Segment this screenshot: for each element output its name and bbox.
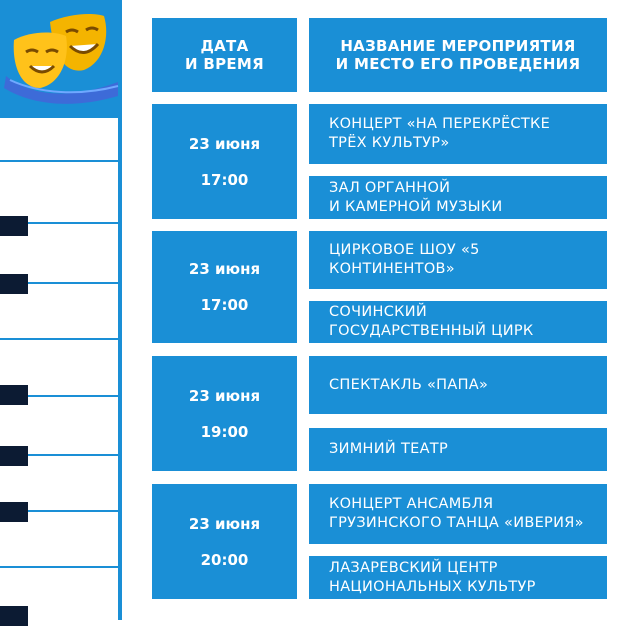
event-time: 17:00 xyxy=(200,296,249,314)
event-name: СПЕКТАКЛЬ «ПАПА» xyxy=(329,376,489,393)
event-time: 17:00 xyxy=(200,170,249,189)
event-date-cell xyxy=(152,104,297,219)
piano-key xyxy=(0,446,28,466)
piano-line xyxy=(0,338,118,340)
event-name-cell xyxy=(309,356,607,414)
event-date: 23 июня xyxy=(188,260,261,278)
piano-line xyxy=(0,566,118,568)
event-time: 20:00 xyxy=(200,550,249,569)
event-venue: СОЧИНСКИЙ ГОСУДАРСТВЕННЫЙ ЦИРК xyxy=(329,304,534,339)
piano-key xyxy=(0,216,28,236)
piano-key xyxy=(0,385,28,405)
piano-key xyxy=(0,274,28,294)
event-name: КОНЦЕРТ АНСАМБЛЯ ГРУЗИНСКОГО ТАНЦА «ИВЕРИЯ» xyxy=(329,496,584,531)
header-date-time xyxy=(152,18,297,92)
piano-key xyxy=(0,502,28,522)
event-date-cell xyxy=(152,356,297,471)
event-name: КОНЦЕРТ «НА ПЕРЕКРЁСТКЕ ТРЁХ КУЛЬТУР» xyxy=(329,116,551,151)
event-date: 23 июня xyxy=(188,134,261,153)
header-event-label: НАЗВАНИЕ МЕРОПРИЯТИЯ И МЕСТО ЕГО ПРОВЕДЕНИЯ xyxy=(335,37,581,73)
event-venue-cell xyxy=(309,301,607,343)
event-venue: ЗАЛ ОРГАННОЙ И КАМЕРНОЙ МУЗЫКИ xyxy=(329,179,503,215)
event-name-cell xyxy=(309,484,607,544)
event-venue-cell xyxy=(309,176,607,219)
event-venue-cell xyxy=(309,556,607,599)
event-name-cell xyxy=(309,104,607,164)
event-venue: ЛАЗАРЕВСКИЙ ЦЕНТР НАЦИОНАЛЬНЫХ КУЛЬТУР xyxy=(329,559,536,595)
event-date: 23 июня xyxy=(188,514,261,533)
event-time: 19:00 xyxy=(200,422,249,441)
header-date-label: ДАТА И ВРЕМЯ xyxy=(184,37,265,73)
theatre-logo-block xyxy=(0,0,122,118)
event-venue-cell xyxy=(309,428,607,471)
event-date: 23 июня xyxy=(188,386,261,405)
event-name-cell xyxy=(309,231,607,289)
piano-key xyxy=(0,606,28,626)
header-event-title xyxy=(309,18,607,92)
event-venue: ЗИМНИЙ ТЕАТР xyxy=(329,441,448,457)
theatre-masks-icon xyxy=(0,0,122,118)
piano-line xyxy=(0,160,118,162)
event-name: ЦИРКОВОЕ ШОУ «5 КОНТИНЕНТОВ» xyxy=(329,242,480,277)
event-date-cell xyxy=(152,231,297,343)
event-date-cell xyxy=(152,484,297,599)
decorative-piano-strip xyxy=(0,0,122,620)
